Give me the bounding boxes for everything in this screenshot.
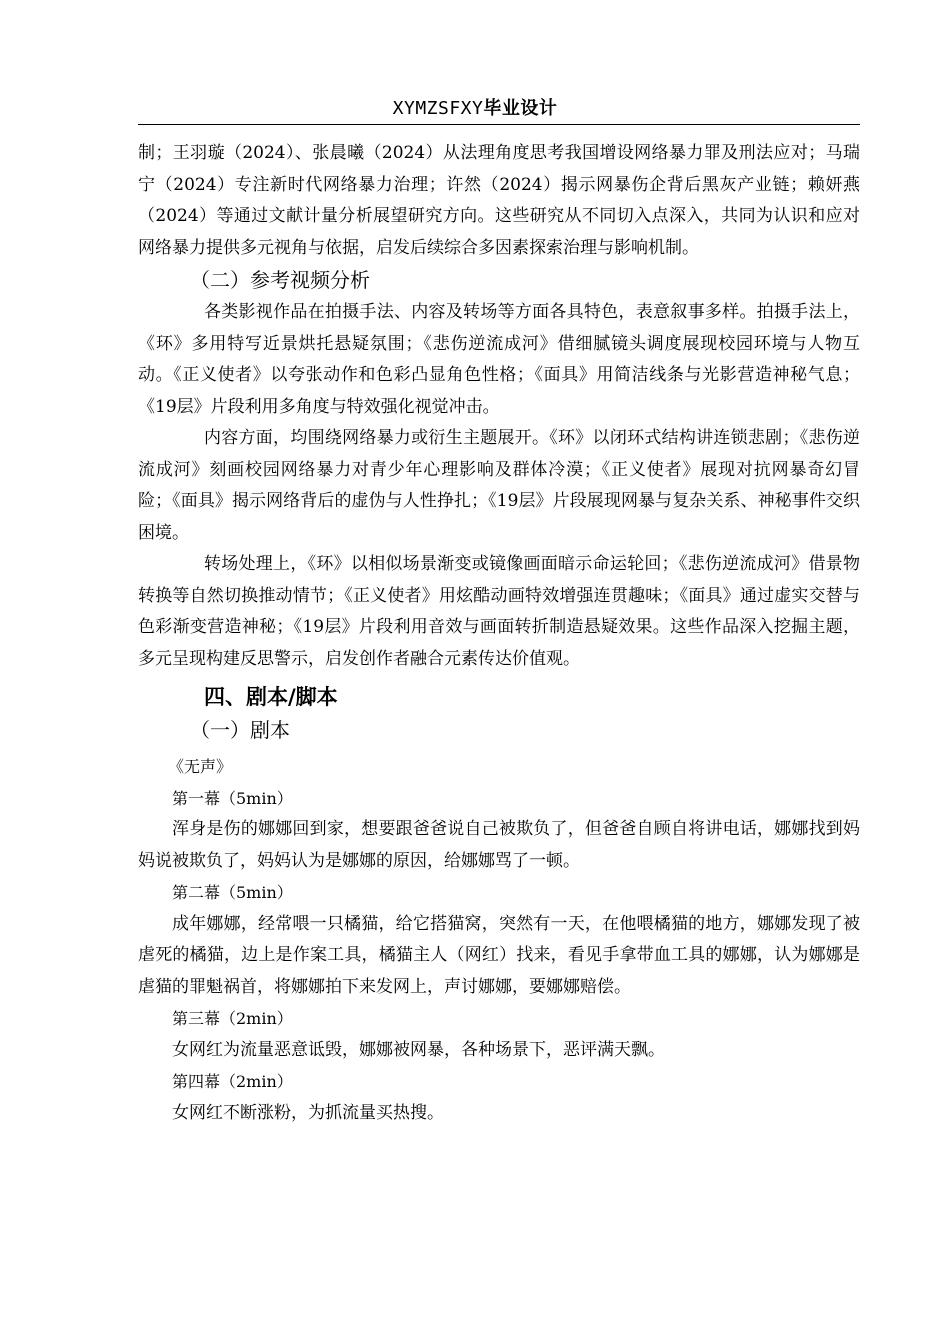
- section-heading-script: （一）剧本: [190, 718, 290, 742]
- act-title: 第三幕（2min）: [172, 1009, 293, 1028]
- video-paragraph-content: 内容方面，均围绕网络暴力或衍生主题展开。《环》以闭环式结构讲连锁悲剧；《悲伤逆流成河》刻画校园网络暴力对青少年心理影响及群体冷漠；《正义使者》展现对抗网暴奇幻冒险；《面具》揭示网络背后的虚伪与人性挣扎；《19层》片段展现网暴与复杂关系、神秘事件交织困境。: [138, 428, 860, 543]
- header-divider: [138, 124, 860, 125]
- act-text: 女网红不断涨粉，为抓流量买热搜。: [172, 1102, 444, 1123]
- chapter-heading-script: 四、剧本/脚本: [204, 685, 338, 709]
- act-title: 第二幕（5min）: [172, 883, 293, 902]
- page-body: [138, 138, 860, 1129]
- page-header: [0, 94, 950, 120]
- act-text: 女网红为流量恶意诋毁，娜娜被网暴，各种场景下，恶评满天飘。: [172, 1039, 665, 1060]
- section-heading-video-analysis: （二）参考视频分析: [190, 268, 370, 292]
- act-title: 第四幕（2min）: [172, 1072, 293, 1091]
- header-title: 毕业设计: [483, 98, 558, 119]
- script-work-title: 《无声》: [168, 757, 233, 776]
- act-text: 浑身是伤的娜娜回到家，想要跟爸爸说自己被欺负了，但爸爸自顾自将讲电话，娜娜找到妈妈说被欺负了，妈妈认为是娜娜的原因，给娜娜骂了一顿。: [138, 819, 860, 871]
- act-title: 第一幕（5min）: [172, 788, 293, 808]
- video-paragraph-shooting: 各类影视作品在拍摄手法、内容及转场等方面各具特色，表意叙事多样。拍摄手法上，《环》多用特写近景烘托悬疑氛围；《悲伤逆流成河》借细腻镜头调度展现校园环境与人物互动。《正义使者》以夸张动作和色彩凸显角色性格；《面具》用简洁线条与光影营造神秘气息；《19层》片段利用多角度与特效强化视觉冲击。: [138, 302, 860, 417]
- act-text: 成年娜娜，经常喂一只橘猫，给它搭猫窝，突然有一天，在他喂橘猫的地方，娜娜发现了被虐死的橘猫，边上是作案工具，橘猫主人（网红）找来，看见手拿带血工具的娜娜，认为娜娜是虐猫的罪魁祸首，将娜娜拍下来发网上，声讨娜娜，要娜娜赔偿。: [138, 913, 860, 997]
- video-paragraph-transition: 转场处理上，《环》以相似场景渐变或镜像画面暗示命运轮回；《悲伤逆流成河》借景物转换等自然切换推动情节；《正义使者》用炫酷动画特效增强连贯趣味；《面具》通过虚实交替与色彩渐变营造神秘；《19层》片段利用音效与画面转折制造悬疑效果。这些作品深入挖掘主题，多元呈现构建反思警示，启发创作者融合元素传达价值观。: [138, 554, 860, 669]
- intro-paragraph: 制；王羽璇（2024）、张晨曦（2024）从法理角度思考我国增设网络暴力罪及刑法应对；马瑞宁（2024）专注新时代网络暴力治理；许然（2024）揭示网暴伤企背后黑灰产业链；赖妍燕（2024）等通过文献计量分析展望研究方向。这些研究从不同切入点深入，共同为认识和应对网络暴力提供多元视角与依据，启发后续综合多因素探索治理与影响机制。: [138, 143, 860, 258]
- header-code: XYMZSFXY: [392, 98, 484, 119]
